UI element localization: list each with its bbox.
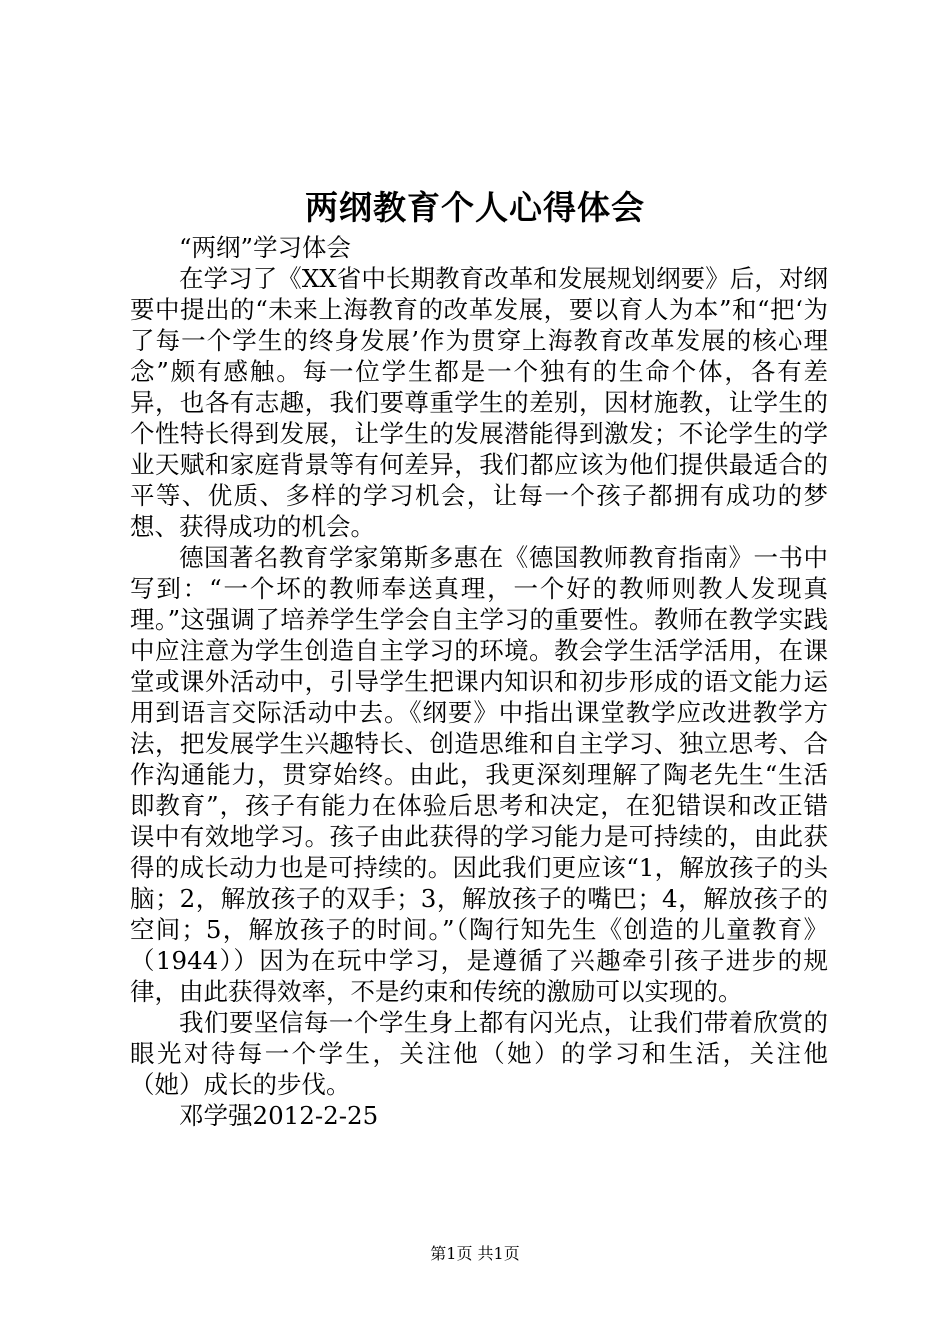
subtitle-paragraph: “两纲”学习体会 [179, 233, 352, 262]
signature-date: 邓学强2012-2-25 [179, 1101, 379, 1130]
body-paragraph-2: 德国著名教育学家第斯多惠在《德国教师教育指南》一书中写到：“一个坏的教师奉送真理，一个好的教师则教人发现真理。”这强调了培养学生学会自主学习的重要性。教师在教学实践中应注意为学生创造自主学习的环境。教会学生活学活用，在课堂或课外活动中，引导学生把课内知识和初步形成的语文能力运用到语言交际活动中去。《纲要》中指出课堂教学应改进教学方法，把发展学生兴趣特长、创造思维和自主学习、独立思考、合作沟通能力，贯穿始终。由此，我更深刻理解了陶老先生“生活即教育”，孩子有能力在体验后思考和决定，在犯错误和改正错误中有效地学习。孩子由此获得的学习能力是可持续的，由此获得的成长动力也是可持续的。因此我们更应该“1，解放孩子的头脑；2，解放孩子的双手；3，解放孩子的嘴巴；4，解放孩子的空间；5，解放孩子的时间。”（陶行知先生《创造的儿童教育》（1944））因为在玩中学习，是遵循了兴趣牵引孩子进步的规律，由此获得效率，不是约束和传统的激励可以实现的。 [130, 543, 828, 1006]
body-paragraph-3: 我们要坚信每一个学生身上都有闪光点，让我们带着欣赏的眼光对待每一个学生，关注他（她）的学习和生活，关注他（她）成长的步伐。 [130, 1008, 828, 1099]
document-body [130, 232, 828, 1131]
page-footer: 第1页 共1页 [430, 1244, 520, 1263]
body-paragraph-1: 在学习了《XX省中长期教育改革和发展规划纲要》后，对纲要中提出的“未来上海教育的改革发展，要以育人为本”和“把‘为了每一个学生的终身发展’作为贯穿上海教育改革发展的核心理念”颇有感触。每一位学生都是一个独有的生命个体，各有差异，也各有志趣，我们要尊重学生的差别，因材施教，让学生的个性特长得到发展，让学生的发展潜能得到激发；不论学生的学业天赋和家庭背景等有何差异，我们都应该为他们提供最适合的平等、优质、多样的学习机会，让每一个孩子都拥有成功的梦想、获得成功的机会。 [130, 264, 828, 541]
document-title: 两纲教育个人心得体会 [305, 188, 645, 227]
